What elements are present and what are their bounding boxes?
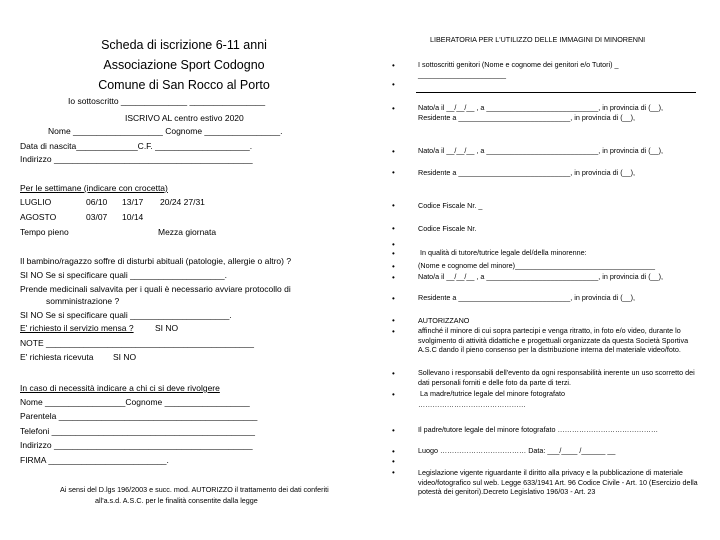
release-header: LIBERATORIA PER L'UTILIZZO DELLE IMMAGINI DI MINORENNI	[430, 35, 646, 44]
divider-line	[416, 92, 696, 93]
bullet: •	[392, 447, 395, 456]
fiscal-code-1: Codice Fiscale Nr. _	[418, 201, 483, 210]
address-field: Indirizzo __________________________________________	[20, 154, 253, 164]
bullet: •	[392, 294, 395, 303]
parent-1-birth: Nato/a il __/__/__ , a ____________________________, in provincia di (__), Residente a ____________________________, in provincia di (__),	[418, 103, 663, 122]
kinship-field: Parentela __________________________________________	[20, 411, 258, 421]
week-month-august: AGOSTO	[20, 212, 57, 222]
bullet: •	[392, 104, 395, 113]
parent-2-residence: Residente a ____________________________, in provincia di (__),	[418, 168, 635, 177]
minor-name-field: (Nome e cognome del minore)___________________________________	[418, 261, 655, 270]
parents-line-blank: ______________________	[418, 70, 506, 79]
name-surname-field: Nome ___________________ Cognome ________________.	[48, 126, 283, 136]
bullet: •	[392, 201, 395, 210]
bullet: •	[392, 168, 395, 177]
bullet: •	[392, 390, 395, 399]
sottoscritto-line: Io sottoscritto ______________ ________________	[68, 96, 266, 106]
canteen-question: E' richiesto il servizio mensa ?	[20, 323, 134, 333]
bullet: •	[392, 147, 395, 156]
week-month-july: LUGLIO	[20, 197, 52, 207]
privacy-footer-2: all'a.s.d. A.S.C. per le finalità consentite dalla legge	[95, 496, 258, 505]
privacy-footer-1: Ai sensi del D.lgs 196/2003 e succ. mod. AUTORIZZO il trattamento dei dati conferiti	[60, 485, 329, 494]
bullet: •	[392, 327, 395, 336]
receipt-question: E' richiesta ricevuta	[20, 352, 94, 362]
bullet: •	[392, 273, 395, 282]
week-july-3: 20/24 27/31	[160, 197, 205, 207]
mother-signature-line: ………………………………………	[418, 400, 526, 409]
bullet: •	[392, 316, 395, 325]
place-date-line: Luogo ……………………………… Data: ___/____ /______ __	[418, 446, 616, 455]
half-day-option: Mezza giornata	[158, 227, 217, 237]
emergency-name-field: Nome _________________Cognome __________________	[20, 397, 250, 407]
full-time-option: Tempo pieno	[20, 227, 69, 237]
disorders-answer: SI NO Se si specificare quali ____________________.	[20, 270, 227, 280]
signature-field: FIRMA _________________________.	[20, 455, 169, 465]
bullet: •	[392, 457, 395, 466]
canteen-options: SI NO	[155, 323, 179, 333]
consent-paragraph: affinché il minore di cui sopra partecipi e venga ritratto, in foto e/o video, durante lo svolgimento di attività didattiche e progettuali organizzate da questa Società Sportiva A.S.C dando il pieno consenso per la distribuzione interna del materiale video/foto.	[418, 326, 689, 354]
form-title-line-1: Scheda di iscrizione 6-11 anni	[101, 38, 267, 52]
legislation-paragraph: Legislazione vigente riguardante il diritto alla privacy e la pubblicazione di materiale video/fotografico sul web. Legge 633/1941 Art. 96 Codice Civile - Art. 10 (Esercizio della potestà dei genitori).Decreto Legislativo 196/03 - Art. 23	[418, 468, 698, 496]
bullet: •	[392, 240, 395, 249]
mother-signature-label: La madre/tutrice legale del minore fotografato	[420, 389, 566, 398]
fiscal-code-2: Codice Fiscale Nr.	[418, 224, 477, 233]
notes-field: NOTE ____________________________________________	[20, 338, 254, 348]
bullet: •	[392, 224, 395, 233]
week-august-2: 10/14	[122, 212, 144, 222]
bullet: •	[392, 249, 395, 258]
week-july-1: 06/10	[86, 197, 108, 207]
parents-line: I sottoscritti genitori (Nome e cognome dei genitori e/o Tutori) _	[418, 60, 619, 69]
weeks-label: Per le settimane (indicare con crocetta)	[20, 183, 168, 193]
liability-paragraph: Sollevano i responsabili dell'evento da ogni responsabilità inerente un uso scorretto dei dati personali forniti e delle foto da parte di terzi.	[418, 368, 695, 387]
week-july-2: 13/17	[122, 197, 144, 207]
iscrivo-line: ISCRIVO AL centro estivo 2020	[125, 113, 244, 123]
guardian-statement: In qualità di tutore/tutrice legale del/della minorenne:	[420, 248, 587, 257]
phones-field: Telefoni ___________________________________________	[20, 426, 255, 436]
medicines-question-2: somministrazione ?	[46, 296, 120, 306]
authorize-label: AUTORIZZANO	[418, 316, 470, 325]
bullet: •	[392, 262, 395, 271]
medicines-question-1: Prende medicinali salvavita per i quali è necessario avviare protocollo di	[20, 284, 291, 294]
bullet: •	[392, 426, 395, 435]
father-signature-line: Il padre/tutore legale del minore fotografato ……………………………………	[418, 425, 659, 434]
minor-birth: Nato/a il __/__/__ , a ____________________________, in provincia di (__),	[418, 272, 663, 281]
form-title-line-2: Associazione Sport Codogno	[103, 58, 265, 72]
form-title-line-3: Comune di San Rocco al Porto	[98, 78, 270, 92]
bullet: •	[392, 468, 395, 477]
receipt-options: SI NO	[113, 352, 137, 362]
emergency-address-field: Indirizzo __________________________________________	[20, 440, 253, 450]
medicines-answer: SI NO Se si specificare quali _____________________.	[20, 310, 232, 320]
minor-residence: Residente a ____________________________, in provincia di (__),	[418, 293, 635, 302]
birth-cf-field: Data di nascita_____________C.F. ____________________.	[20, 141, 253, 151]
disorders-question: Il bambino/ragazzo soffre di disturbi abituali (patologie, allergie o altro) ?	[20, 256, 292, 266]
bullet: •	[392, 61, 395, 70]
emergency-label: In caso di necessità indicare a chi ci si deve rivolgere	[20, 383, 220, 393]
bullet: •	[392, 80, 395, 89]
week-august-1: 03/07	[86, 212, 108, 222]
bullet: •	[392, 369, 395, 378]
parent-2-birth: Nato/a il __/__/__ , a ____________________________, in provincia di (__),	[418, 146, 663, 155]
